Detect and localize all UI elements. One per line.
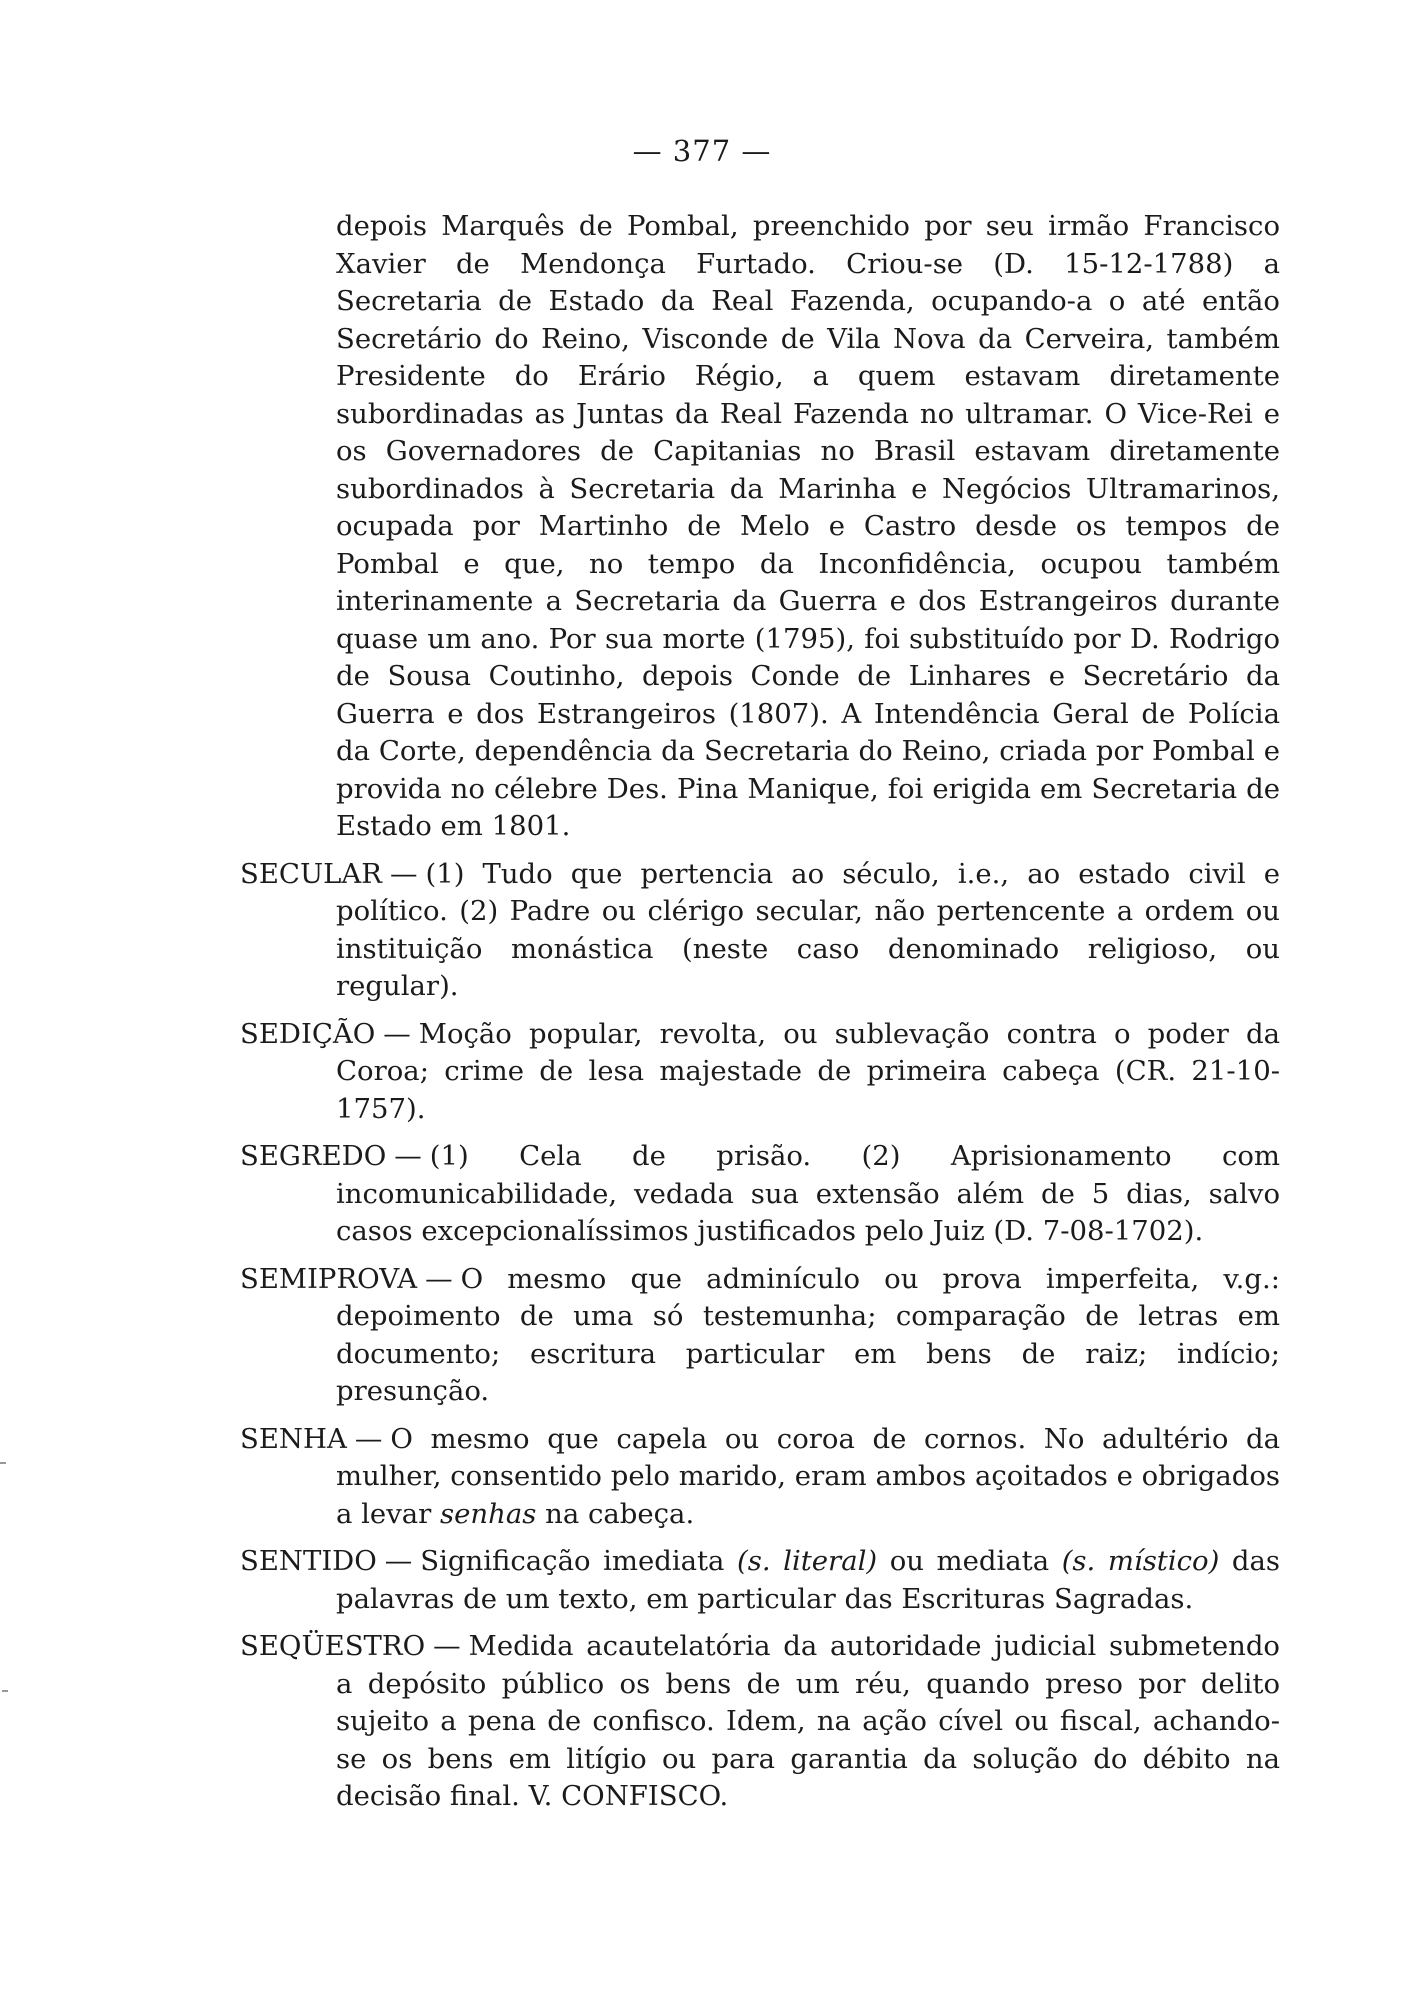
entry-term: SEMIPROVA — [240, 1262, 418, 1295]
entry-sentido — [240, 1543, 1281, 1618]
entry-definition: (1) Tudo que pertencia ao século, i.e., ao estado civil e político. (2) Padre ou clérigo secular, não pertencente a ordem ou instituição monástica (neste caso denominado religioso, ou regular). — [336, 857, 1280, 1002]
entry-definition: Significação imediata — [420, 1545, 725, 1577]
entry-dash: — — [384, 1545, 413, 1577]
entry-definition: O mesmo que capela ou coroa de cornos. No adultério da mulher, consentido pelo marido, eram ambos açoitados e obrigados a levar — [336, 1422, 1280, 1530]
entry-term: SEGREDO — [240, 1140, 387, 1172]
entry-term: SENHA — [240, 1422, 347, 1455]
entry-term: SEQÜESTRO — [240, 1630, 426, 1662]
entry-segredo — [240, 1138, 1280, 1251]
entry-term: SEDIÇÃO — [240, 1017, 376, 1050]
continued-paragraph: depois Marquês de Pombal, preenchido por seu irmão Francisco Xavier de Mendonça Furtado. Criou-se (D. 15-12-1788) a Secretaria de Estado da Real Fazenda, ocupando-a o até então Secretário do Reino, Visconde de Vila Nova da Cerveira, também Presidente do Erário Régio, a quem estavam diretamente subordinadas as Juntas da Real Fazenda no ultramar. O Vice-Rei e os Governadores de Capitanias no Brasil estavam diretamente subordinados à Secretaria da Marinha e Negócios Ultramarinos, ocupada por Martinho de Melo e Castro desde os tempos de Pombal e que, no tempo da Inconfidência, ocupou também interinamente a Secretaria da Guerra e dos Estrangeiros durante quase um ano. Por sua morte (1795), foi substituído por D. Rodrigo de Sousa Coutinho, depois Conde de Linhares e Secretário da Guerra e dos Estrangeiros (1807). A Intendência Geral de Polícia da Corte, dependência da Secretaria do Reino, criada por Pombal e provida no célebre Des. Pina Manique, foi erigida em Secretaria de Estado em 1801. — [336, 210, 1280, 842]
entry-secular — [240, 856, 1280, 1006]
glossary-body — [240, 208, 1280, 1816]
entry-definition-end: das palavras de um texto, em particular das Escrituras Sagradas. — [336, 1545, 1281, 1615]
entry-sedicao — [240, 1016, 1280, 1129]
entry-semiprova — [240, 1261, 1280, 1411]
entry-dash: — — [389, 857, 418, 890]
entry-definition: Medida acautelatória da autoridade judicial submetendo a depósito público os bens de um réu, quando preso por delito sujeito a pena de confisco. Idem, na ação cível ou fiscal, achando-se os bens em litígio ou para garantia da solução do débito na decisão final. V. CONFISCO. — [336, 1630, 1280, 1812]
entry-definition: Moção popular, revolta, ou sublevação contra o poder da Coroa; crime de lesa majestade de primeira cabeça (CR. 21-10-1757). — [336, 1017, 1280, 1125]
entry-dash: — — [354, 1422, 383, 1455]
entry-dash: — — [425, 1262, 453, 1295]
entry-dash: — — [433, 1630, 461, 1662]
entry-term: SENTIDO — [240, 1545, 377, 1577]
page-number: — 377 — — [632, 134, 772, 168]
entry-term: SECULAR — [240, 857, 382, 890]
scan-edge-mark — [2, 1690, 8, 1692]
scan-edge-mark — [0, 1462, 6, 1464]
entry-senha — [240, 1421, 1280, 1534]
entry-italic-term: (s. literal) — [737, 1545, 878, 1577]
entry-sequestro — [240, 1628, 1280, 1816]
entry-definition: O mesmo que adminículo ou prova imperfeita, v.g.: depoimento de uma só testemunha; comparação de letras em documento; escritura particular em bens de raiz; indício; presunção. — [336, 1262, 1280, 1407]
entry-definition-end: na cabeça. — [545, 1497, 695, 1530]
entry-italic-term: senhas — [440, 1497, 537, 1530]
entry-definition: (1) Cela de prisão. (2) Aprisionamento com incomunicabilidade, vedada sua extensão além de 5 dias, salvo casos excepcionalíssimos justificados pelo Juiz (D. 7-08-1702). — [336, 1140, 1280, 1247]
entry-dash: — — [383, 1017, 411, 1050]
entry-definition-mid: ou mediata — [889, 1545, 1050, 1577]
entry-italic-term: (s. místico) — [1061, 1545, 1220, 1577]
entry-dash: — — [394, 1140, 422, 1172]
